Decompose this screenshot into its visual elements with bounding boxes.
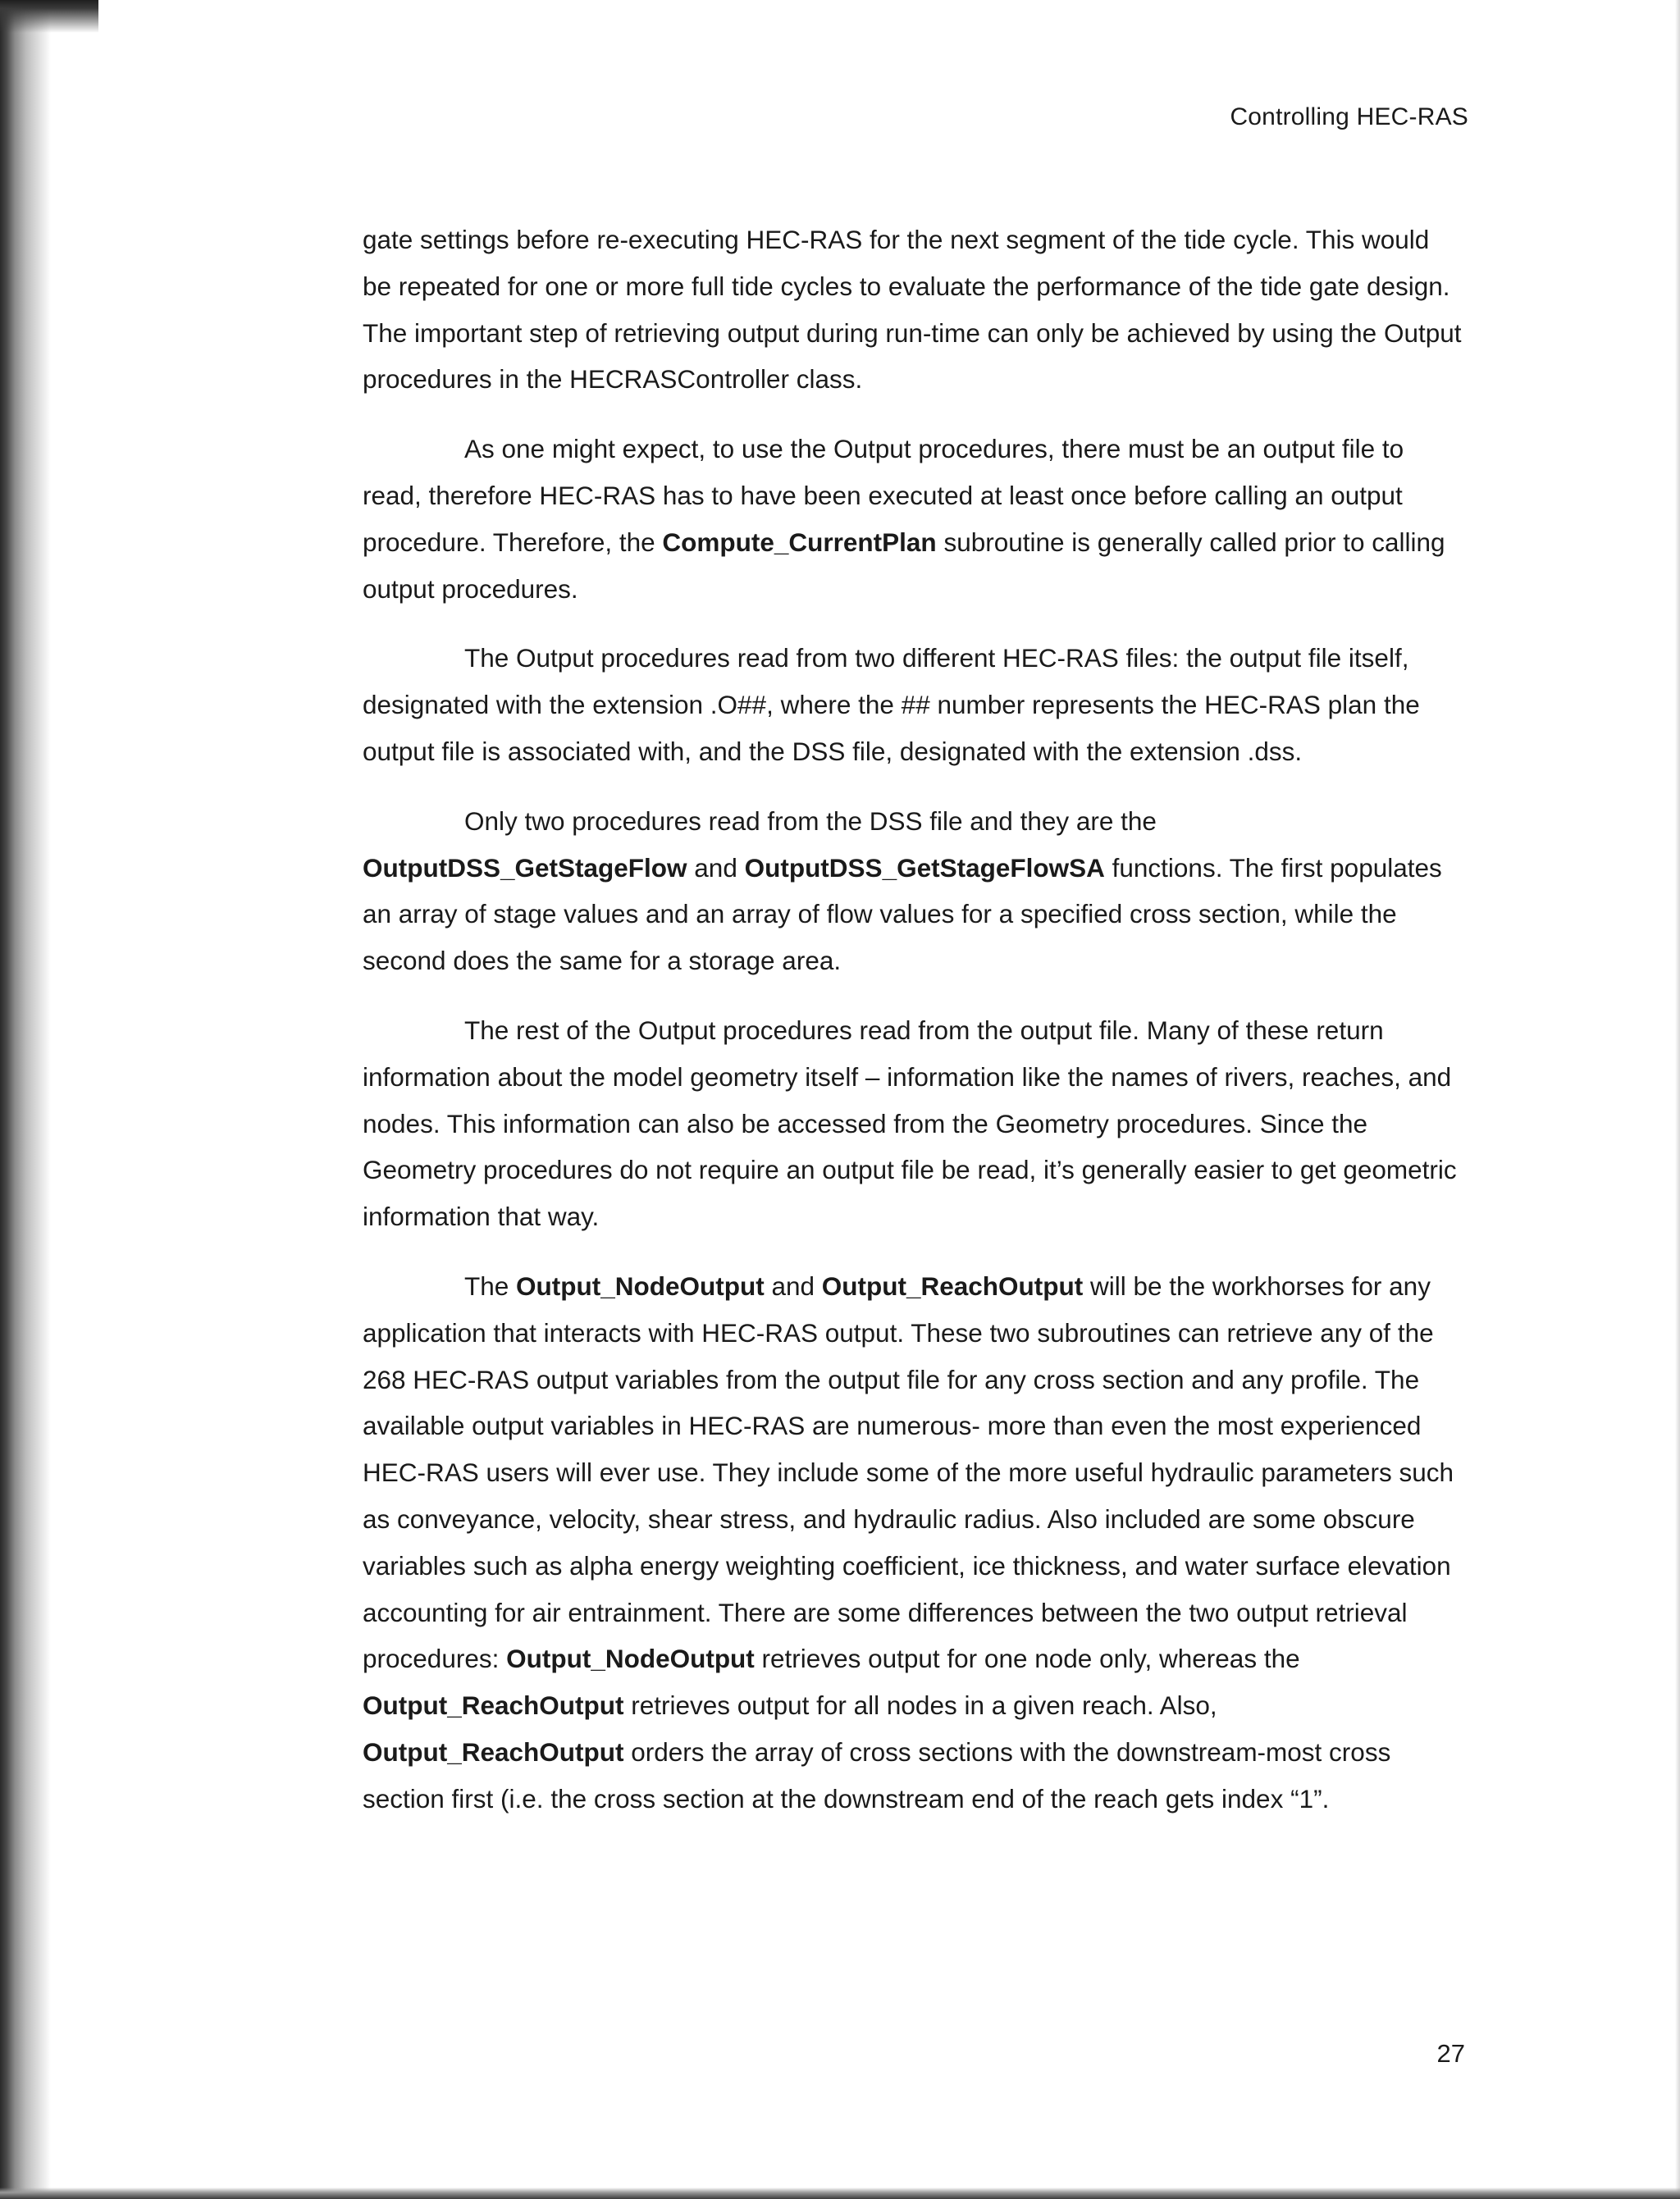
bold-term: OutputDSS_GetStageFlowSA <box>744 852 1105 883</box>
corner-shadow <box>0 0 98 33</box>
bold-term: Output_NodeOutput <box>506 1644 755 1674</box>
paragraph <box>363 798 1462 984</box>
bold-term: Output_ReachOutput <box>363 1736 624 1767</box>
text-run: gate settings before re-executing HEC-RAS for the next segment of the tide cycle. This would be repeated for one or more full tide cycles to evaluate the performance of the tide gate design. The important step of retrieving output during run-time can only be achieved by using the Output procedures in the HECRASController class. <box>363 225 1462 395</box>
paragraph <box>363 635 1462 774</box>
text-run: functions. The first populates an array of stage values and an array of flow values for a specified cross section, while the second does the same for a storage area. <box>363 852 1442 976</box>
text-run: orders the array of cross sections with the downstream-most cross section first (i.e. the cross section at the downstream end of the reach gets index “1”. <box>363 1736 1391 1813</box>
bold-term: Output_ReachOutput <box>821 1271 1084 1301</box>
running-header: Controlling HEC-RAS <box>1230 103 1468 130</box>
paragraph <box>363 217 1462 403</box>
paragraph <box>363 1007 1462 1240</box>
text-run: retrieves output for all nodes in a given reach. Also, <box>623 1690 1217 1721</box>
bold-term: Compute_CurrentPlan <box>662 527 937 557</box>
text-run: and <box>764 1271 822 1301</box>
text-run: will be the workhorses for any application that interacts with HEC-RAS output. These two subroutines can retrieve any of the 268 HEC-RAS output variables from the output file for any cross section and any profile. The available output variables in HEC-RAS are numerous- more than even the most experienced HEC-RAS users will ever use. They include some of the more useful hydraulic parameters such as conveyance, velocity, shear stress, and hydraulic radius. Also included are some obscure variables such as alpha energy weighting coefficient, ice thickness, and water surface elevation accounting for air entrainment. There are some differences between the two output retrieval procedures: <box>363 1271 1454 1674</box>
bold-term: Output_ReachOutput <box>363 1690 624 1721</box>
binding-shadow <box>0 0 51 2199</box>
page-number: 27 <box>1436 2039 1465 2068</box>
body-text <box>363 217 1462 1845</box>
text-run: The Output procedures read from two different HEC-RAS files: the output file itself, designated with the extension .O##, where the ## number represents the HEC-RAS plan the output file is associated with, and the DSS file, designated with the extension .dss. <box>363 643 1420 766</box>
text-run: The <box>464 1271 517 1301</box>
text-run: The rest of the Output procedures read from the output file. Many of these return information about the model geometry itself – information like the names of rivers, reaches, and nodes. This information can also be accessed from the Geometry procedures. Since the Geometry procedures do not require an output file be read, it’s generally easier to get geometric information that way. <box>363 1015 1457 1232</box>
text-run: subroutine is generally called prior to calling output procedures. <box>363 527 1445 604</box>
text-run: retrieves output for one node only, whereas the <box>754 1644 1300 1674</box>
text-run: and <box>687 852 745 883</box>
bold-term: Output_NodeOutput <box>516 1271 765 1301</box>
text-run: As one might expect, to use the Output procedures, there must be an output file to read, therefore HEC-RAS has to have been executed at least once before calling an output procedure. Therefore, the <box>363 434 1404 557</box>
paragraph <box>363 1263 1462 1823</box>
paragraph <box>363 426 1462 612</box>
bold-term: OutputDSS_GetStageFlow <box>363 852 687 883</box>
text-run: Only two procedures read from the DSS file and they are the <box>464 805 1157 836</box>
bottom-page-edge <box>0 2188 1680 2199</box>
right-page-edge <box>1675 0 1680 2199</box>
